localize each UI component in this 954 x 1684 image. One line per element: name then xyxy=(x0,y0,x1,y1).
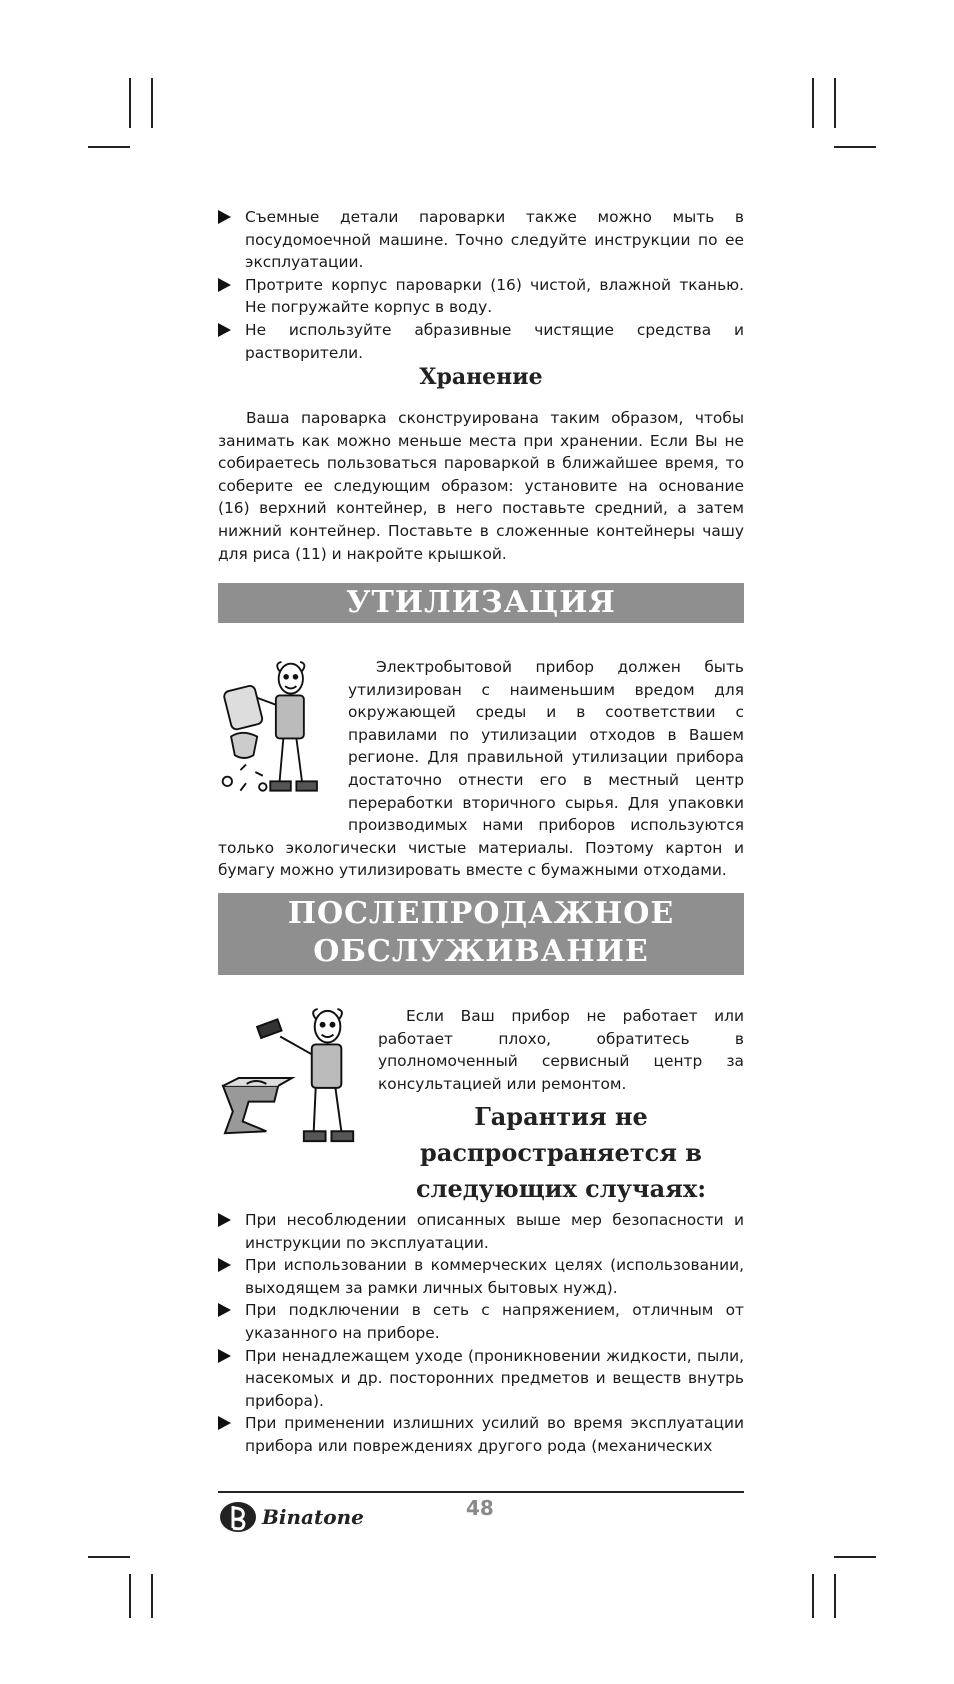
crop-mark xyxy=(88,1556,130,1558)
crop-mark xyxy=(129,78,131,128)
warranty-heading: Гарантия не распространяется в следующих случаях: xyxy=(415,1102,707,1203)
crop-mark xyxy=(88,146,130,148)
crop-mark xyxy=(834,78,836,128)
storage-paragraph: Ваша пароварка сконструирована таким образом, чтобы занимать как можно меньше места при хранении. Если Вы не собираетесь пользоваться пароваркой в ближайшее время, то соберите ее следующим образом: установите на основание (16) верхний контейнер, в него поставьте средний, а затем нижний контейнер. Поставьте в сложенные контейнеры чашу для риса (11) и накройте крышкой. xyxy=(218,409,744,563)
crop-mark xyxy=(812,1574,814,1618)
footer-rule xyxy=(218,1491,744,1493)
bullet-triangle-icon xyxy=(218,1349,231,1363)
care-bullet-list xyxy=(218,206,744,364)
service-paragraph: Если Ваш прибор не работает или работает плохо, обратитесь в уполномоченный сервисный центр за консультацией или ремонтом. xyxy=(378,1007,744,1093)
bullet-triangle-icon xyxy=(218,1416,231,1430)
service-band xyxy=(218,893,744,975)
crop-mark xyxy=(834,146,876,148)
service-title-line2: ОБСЛУЖИВАНИЕ xyxy=(313,934,649,969)
crop-mark xyxy=(834,1556,876,1558)
bullet-triangle-icon xyxy=(218,1258,231,1272)
crop-mark xyxy=(129,1574,131,1618)
service-title-line1: ПОСЛЕПРОДАЖНОЕ xyxy=(287,896,675,931)
crop-mark xyxy=(812,78,814,128)
bullet-triangle-icon xyxy=(218,1303,231,1317)
list-item: При несоблюдении описанных выше мер безопасности и инструкции по эксплуатации. xyxy=(218,1209,744,1254)
crop-mark xyxy=(151,78,153,128)
bullet-triangle-icon xyxy=(218,1213,231,1227)
list-item: Съемные детали пароварки также можно мыть в посудомоечной машине. Точно следуйте инструкции по ее эксплуатации. xyxy=(218,206,744,274)
brand-name: Binatone xyxy=(262,1505,364,1529)
bullet-triangle-icon xyxy=(218,323,231,337)
bullet-triangle-icon xyxy=(218,210,231,224)
binatone-logo-icon xyxy=(218,1500,258,1534)
brand-logo xyxy=(218,1500,364,1534)
list-item: При подключении в сеть с напряжением, отличным от указанного на приборе. xyxy=(218,1299,744,1344)
crop-mark xyxy=(834,1574,836,1618)
warranty-section xyxy=(218,1209,744,1458)
list-item: Протрите корпус пароварки (16) чистой, влажной тканью. Не погружайте корпус в воду. xyxy=(218,274,744,319)
crop-mark xyxy=(151,1574,153,1618)
care-section xyxy=(218,206,744,364)
bullet-triangle-icon xyxy=(218,278,231,292)
page-number: 48 xyxy=(466,1496,494,1520)
disposal-band xyxy=(218,583,744,623)
disposal-title: УТИЛИЗАЦИЯ xyxy=(346,585,616,620)
disposal-paragraph: Электробытовой прибор должен быть утилизирован с наименьшим вредом для окружающей среды и в соответствии с правилами по утилизации отходов в Вашем регионе. Для правильной утилизации прибора достаточно отнести его в местный центр переработки вторичного сырья. Для упаковки производимых нами приборов используются только экологически чистые материалы. Поэтому картон и бумагу можно утилизировать вместе с бумажными отходами. xyxy=(218,658,744,880)
list-item: При ненадлежащем уходе (проникновении жидкости, пыли, насекомых и др. посторонних предметов и веществ внутрь прибора). xyxy=(218,1345,744,1413)
list-item: При использовании в коммерческих целях (использовании, выходящем за рамки личных бытовых нужд). xyxy=(218,1254,744,1299)
warranty-bullet-list xyxy=(218,1209,744,1458)
list-item: При применении излишних усилий во время эксплуатации прибора или повреждениях другого рода (механических xyxy=(218,1412,744,1457)
list-item: Не используйте абразивные чистящие средства и растворители. xyxy=(218,319,744,364)
storage-heading: Хранение xyxy=(419,364,543,390)
